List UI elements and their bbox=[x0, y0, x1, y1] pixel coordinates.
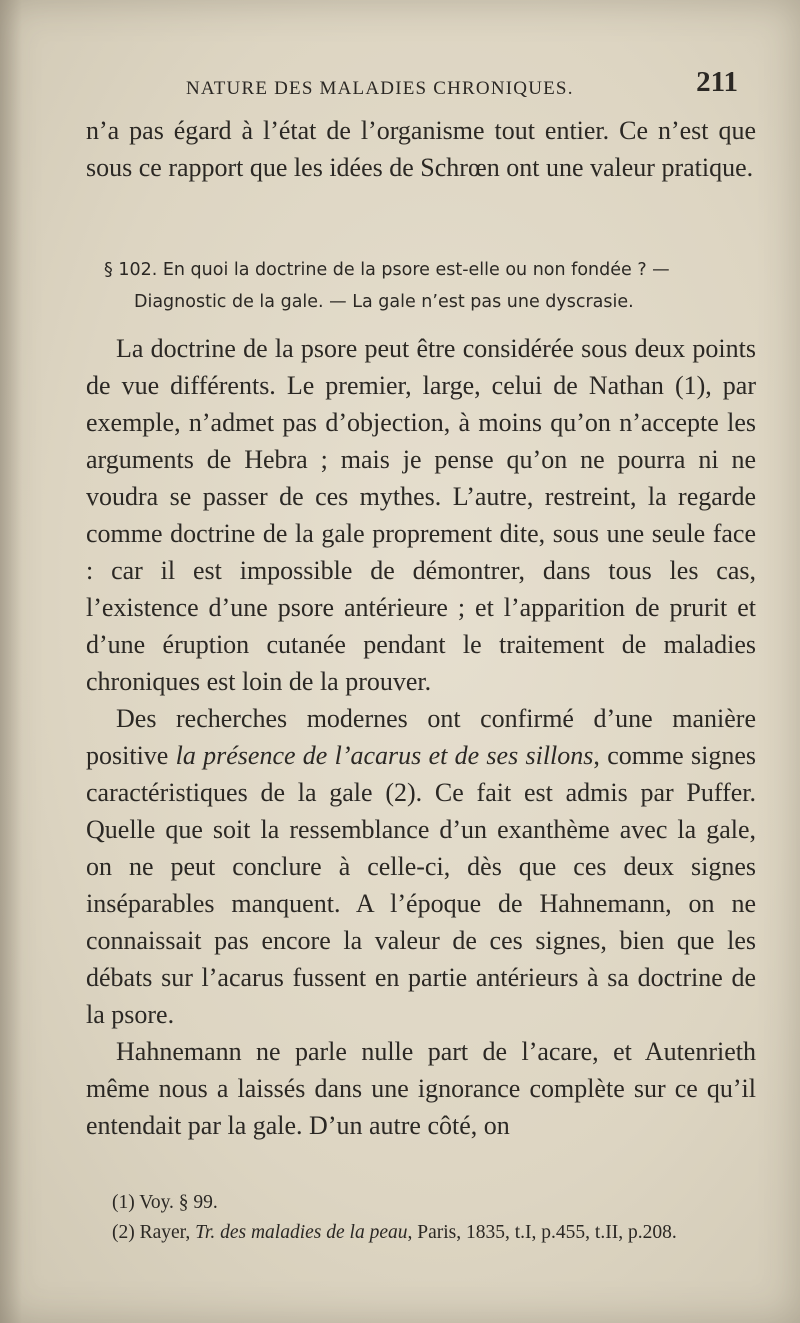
main-body bbox=[86, 330, 756, 1144]
intro-paragraph bbox=[86, 112, 756, 186]
page-header bbox=[186, 66, 738, 106]
footnote-2-italic: Tr. des maladies de la peau bbox=[195, 1222, 408, 1243]
footnotes bbox=[112, 1188, 762, 1248]
footnote-2 bbox=[112, 1218, 762, 1248]
intro-text: n’a pas égard à l’état de l’organisme tout entier. Ce n’est que sous ce rapport que les idées de Schrœn ont une valeur pratique. bbox=[86, 116, 756, 182]
paragraph-1: La doctrine de la psore peut être considérée sous deux points de vue différents. Le premier, large, celui de Nathan (1), par exemple, n’admet pas d’objection, à moins qu’on n’accepte les arguments de Hebra ; mais je pense qu’on ne pourra ni ne voudra se passer de ces mythes. L’autre, restreint, la regarde comme doctrine de la gale proprement dite, sous une seule face : car il est impossible de démontrer, dans tous les cas, l’existence d’une psore antérieure ; et l’apparition de prurit et d’une éruption cutanée pendant le traitement de maladies chroniques est loin de la prouver. bbox=[86, 334, 756, 696]
section-heading-line1: § 102. En quoi la doctrine de la psore est-elle ou non fondée ? — bbox=[104, 260, 670, 280]
footnote-1: (1) Voy. § 99. bbox=[112, 1192, 218, 1213]
footnote-2-end: , Paris, 1835, t.I, p.455, t.II, p.208. bbox=[407, 1222, 677, 1243]
paragraph-3: Hahnemann ne parle nulle part de l’acare, et Autenrieth même nous a laissés dans une ignorance complète sur ce qu’il entendait par la gale. D’un autre côté, on bbox=[86, 1037, 756, 1140]
section-heading bbox=[104, 254, 732, 318]
running-title: NATURE DES MALADIES CHRONIQUES. bbox=[186, 78, 574, 99]
paragraph-2-italic: la présence de l’acarus et de ses sillons bbox=[175, 741, 594, 770]
paragraph-2 bbox=[86, 700, 756, 1033]
page-number: 211 bbox=[696, 66, 738, 98]
paragraph-2-start: Des recherches modernes ont confirmé d’une manière positive bbox=[86, 704, 756, 770]
paragraph-2-end: , comme signes caractéristiques de la gale (2). Ce fait est admis par Puffer. Quelle que soit la ressemblance d’un exanthème avec la gale, on ne peut conclure à celle-ci, dès que ces deux signes inséparables manquent. A l’époque de Hahnemann, on ne connaissait pas encore la valeur de ces signes, bien que les débats sur l’acarus fussent en partie antérieurs à sa doctrine de la psore. bbox=[86, 741, 756, 1029]
footnote-2-start: (2) Rayer, bbox=[112, 1222, 196, 1243]
section-heading-line2: Diagnostic de la gale. — La gale n’est pas une dyscrasie. bbox=[134, 292, 634, 312]
